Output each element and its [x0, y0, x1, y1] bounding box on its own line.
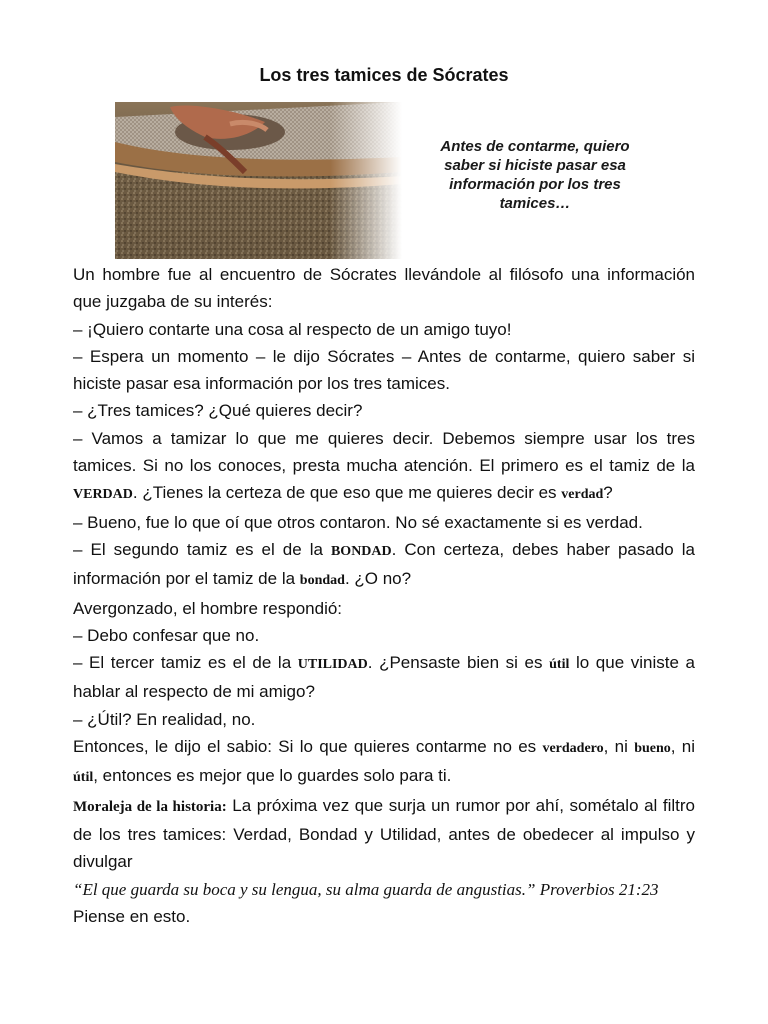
paragraph-dialogue: – ¡Quiero contarte una cosa al respecto de un amigo tuyo!: [73, 319, 512, 339]
keyword-bondad-lower: bondad: [299, 573, 345, 589]
paragraph-intro: Un hombre fue al encuentro de Sócrates llevándole al filósofo una información que juzgaba de su interés:: [73, 265, 695, 312]
closing-line: Piense en esto.: [73, 906, 191, 926]
keyword-bueno: bueno: [634, 741, 671, 757]
story-body: [73, 261, 695, 930]
keyword-verdad: VERDAD: [73, 487, 133, 503]
caption-line: Antes de contarme, quiero: [440, 138, 630, 155]
image-caption: [410, 137, 660, 213]
document-title: Los tres tamices de Sócrates: [259, 65, 509, 85]
paragraph-moral: Moraleja de la historia: La próxima vez que surja un rumor por ahí, sométalo al filtro de los tres tamices: Verdad, Bondad y Utilidad, antes de obedecer al impulso y divulgar: [73, 795, 695, 872]
sieve-photo: [115, 102, 402, 259]
caption-line: tamices…: [499, 195, 571, 212]
moral-label: Moraleja de la historia:: [73, 798, 227, 815]
paragraph-narration: Avergonzado, el hombre respondió:: [73, 598, 343, 618]
paragraph-conclusion: Entonces, le dijo el sabio: Si lo que quieres contarme no es verdadero, ni bueno, ni útil, entonces es mejor que lo guardes solo para ti.: [73, 737, 696, 786]
paragraph-utility-sieve: – El tercer tamiz es el de la UTILIDAD. ¿Pensaste bien si es útil lo que viniste a hablar al respecto de mi amigo?: [73, 653, 695, 702]
keyword-util: útil: [549, 657, 570, 673]
paragraph-dialogue: – Espera un momento – le dijo Sócrates – Antes de contarme, quiero saber si hiciste pasar esa información por los tres tamices.: [73, 346, 695, 394]
paragraph-dialogue: – Debo confesar que no.: [73, 625, 260, 645]
paragraph-dialogue: – ¿Útil? En realidad, no.: [73, 709, 256, 729]
caption-line: información por los tres: [449, 176, 621, 193]
keyword-bondad: BONDAD: [330, 543, 392, 559]
paragraph-dialogue: – Bueno, fue lo que oí que otros contaron. No sé exactamente si es verdad.: [73, 512, 643, 532]
caption-line: saber si hiciste pasar esa: [444, 157, 626, 174]
keyword-utilidad: UTILIDAD: [297, 657, 368, 673]
paragraph-dialogue: – ¿Tres tamices? ¿Qué quieres decir?: [73, 401, 363, 421]
keyword-util: útil: [73, 770, 94, 786]
proverb-quote: “El que guarda su boca y su lengua, su alma guarda de angustias.” Proverbios 21:23: [73, 879, 659, 899]
keyword-verdad-lower: verdad: [561, 487, 604, 503]
paragraph-truth-sieve: – Vamos a tamizar lo que me quieres decir. Debemos siempre usar los tres tamices. Si no los conoces, presta mucha atención. El primero es el tamiz de la VERDAD. ¿Tienes la certeza de que eso que me quieres decir es verdad?: [73, 428, 695, 503]
keyword-verdadero: verdadero: [542, 741, 604, 757]
paragraph-goodness-sieve: – El segundo tamiz es el de la BONDAD. Con certeza, debes haber pasado la información por el tamiz de la bondad. ¿O no?: [73, 539, 695, 589]
